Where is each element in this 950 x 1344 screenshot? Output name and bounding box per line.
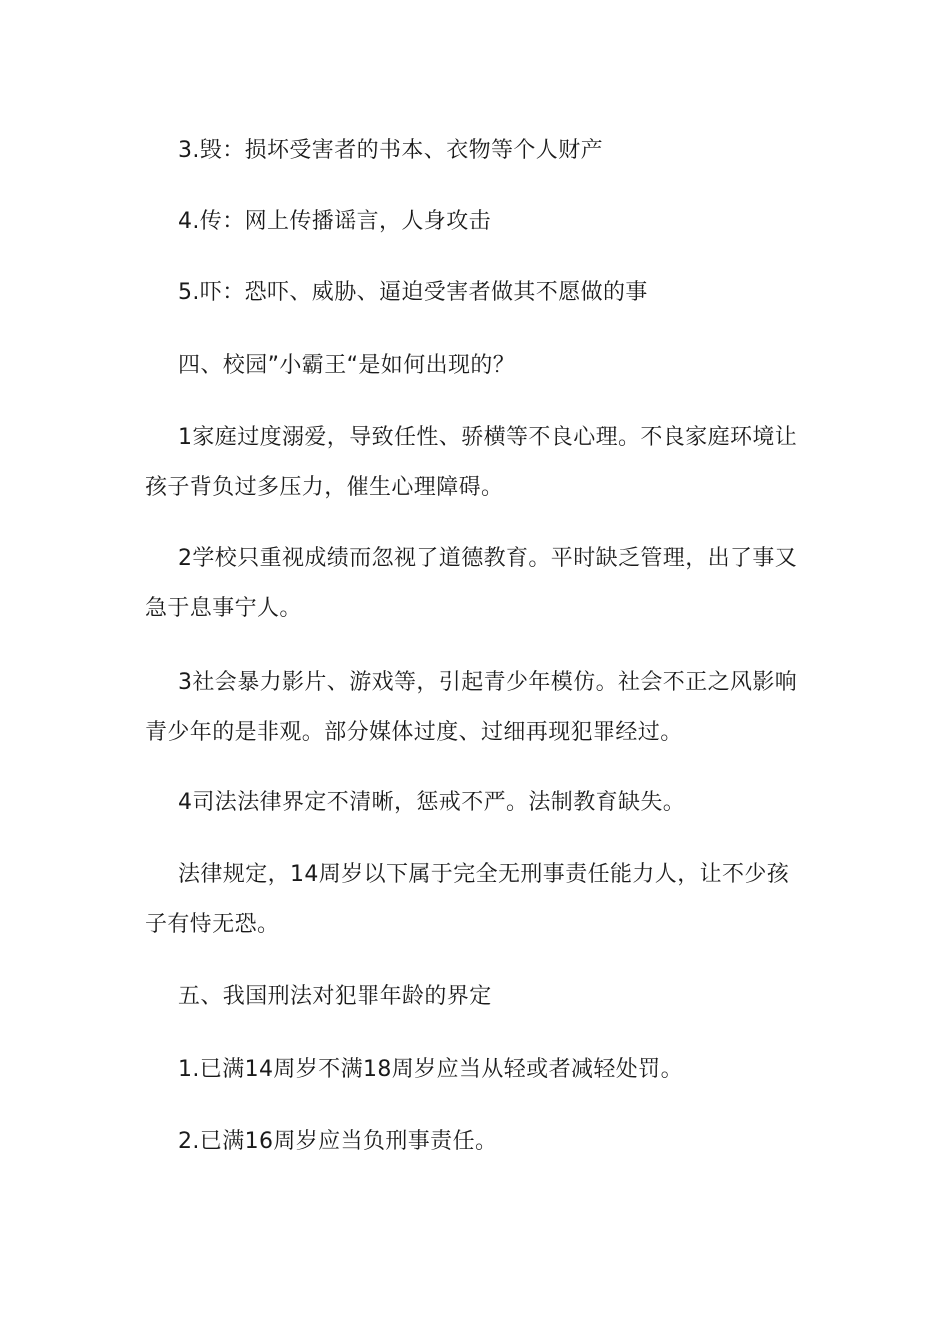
paragraph-society: 3社会暴力影片、游戏等，引起青少年模仿。社会不正之风影响青少年的是非观。部分媒体过度、过细再现犯罪经过。 [145,670,798,745]
paragraph-age-16: 2.已满16周岁应当负刑事责任。 [178,1129,498,1154]
paragraph-threaten: 5.吓：恐吓、威胁、逼迫受害者做其不愿做的事 [178,280,648,305]
paragraph-destroy: 3.毁：损坏受害者的书本、衣物等个人财产 [178,138,603,163]
section-heading-four: 四、校园”小霸王“是如何出现的？ [178,353,516,378]
paragraph-family: 1家庭过度溺爱，导致任性、骄横等不良心理。不良家庭环境让孩子背负过多压力，催生心理障碍。 [145,425,798,500]
paragraph-law: 法律规定，14周岁以下属于完全无刑事责任能力人，让不少孩子有恃无恐。 [145,862,790,937]
section-heading-five: 五、我国刑法对犯罪年龄的界定 [178,984,492,1009]
paragraph-age-14-18: 1.已满14周岁不满18周岁应当从轻或者减轻处罚。 [178,1057,683,1082]
paragraph-school: 2学校只重视成绩而忽视了道德教育。平时缺乏管理，出了事又急于息事宁人。 [145,546,798,621]
paragraph-spread: 4.传：网上传播谣言，人身攻击 [178,209,491,234]
paragraph-judicial: 4司法法律界定不清晰，惩戒不严。法制教育缺失。 [178,790,686,815]
